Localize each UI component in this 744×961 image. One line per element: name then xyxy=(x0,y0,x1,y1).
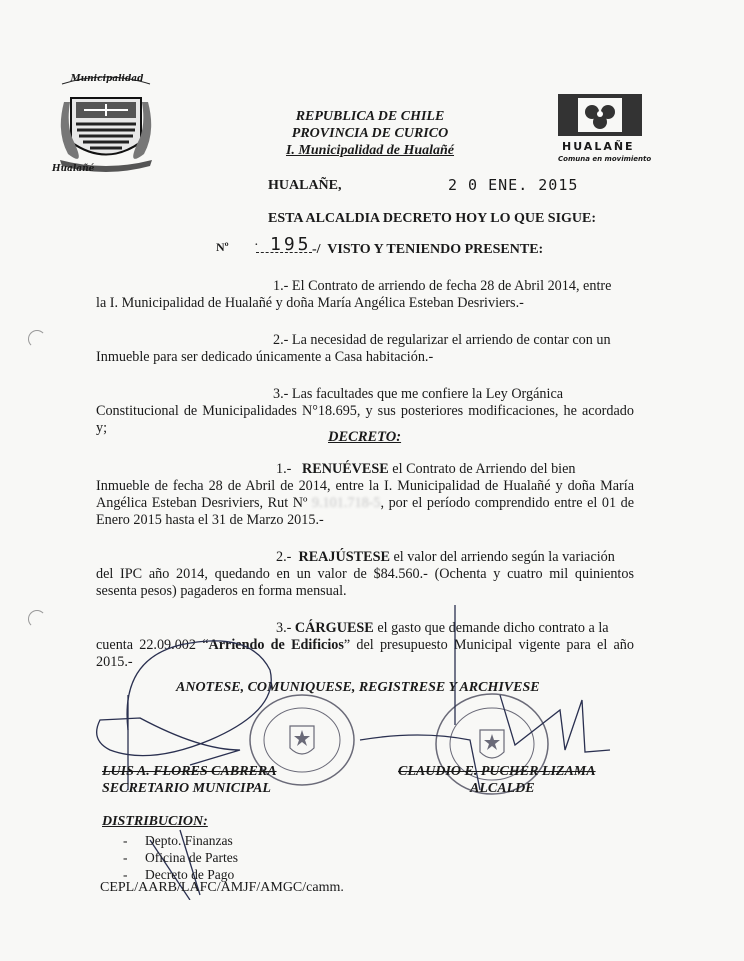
visto-item-text: Inmueble para ser dedicado únicamente a Casa habitación.- xyxy=(96,349,434,365)
decreto-title: DECRETO: xyxy=(328,429,402,445)
visto-item-line: 2.- La necesidad de regularizar el arriendo de contar con un xyxy=(273,332,611,348)
list-item: - Decreto de Pago xyxy=(145,866,238,883)
mayor-name: CLAUDIO E. PUCHER LIZAMA xyxy=(398,764,596,779)
redacted-rut: 9.101.718-5 xyxy=(311,495,381,511)
visto-list xyxy=(96,278,634,437)
visto-item-line: 1.- El Contrato de arriendo de fecha 28 de Abril 2014, entre xyxy=(273,278,612,294)
visto-item xyxy=(96,332,634,366)
decreto-item-text: cuenta 22.09.002 “Arriendo de Edificios” del presupuesto Municipal vigente para el año 2015.- xyxy=(96,637,634,670)
decreto-item-text: Inmueble de fecha 28 de Abril de 2014, entre la I. Municipalidad de Hualañé y doña María Angélica Esteban Desriviers, Rut Nº 9.101.718-5, por el período comprendido entre el 01 de Enero 2015 hasta el 31 de Marzo 2015.- xyxy=(96,478,634,528)
place-label: HUALAÑE, xyxy=(268,178,342,193)
closing-formula: ANOTESE, COMUNIQUESE, REGISTRESE Y ARCHIVESE xyxy=(176,680,540,695)
secretary-name: LUIS A. FLORES CABRERA xyxy=(102,764,277,779)
decreto-item-line: 1.- RENUÉVESE el Contrato de Arriendo del bien xyxy=(276,461,576,477)
list-item: - Oficina de Partes xyxy=(145,849,238,866)
header-municipality: I. Municipalidad de Hualañé xyxy=(285,143,455,158)
secretary-title: SECRETARIO MUNICIPAL xyxy=(102,781,271,796)
crest-top-text: Municipalidad xyxy=(70,74,144,84)
number-dash: · xyxy=(254,238,259,253)
number-underline xyxy=(256,252,312,253)
municipal-crest xyxy=(46,72,166,182)
distribution-title: DISTRIBUCION: xyxy=(102,814,208,829)
visto-item xyxy=(96,278,634,312)
brand-tagline: Comuna en movimiento xyxy=(558,155,652,163)
brand-name: HUALAÑE xyxy=(562,140,635,153)
hualane-h-logo-icon xyxy=(556,92,646,138)
decree-number-line xyxy=(216,236,636,258)
visto-heading: -/ VISTO Y TENIENDO PRESENTE: xyxy=(312,242,544,257)
decree-intro: ESTA ALCALDIA DECRETO HOY LO QUE SIGUE: xyxy=(268,211,597,226)
visto-item-line: 3.- Las facultades que me confiere la Ley Orgánica xyxy=(273,386,564,402)
visto-item-text: la I. Municipalidad de Hualañé y doña María Angélica Esteban Desriviers.- xyxy=(96,295,524,311)
date-stamp: 2 0 ENE. 2015 xyxy=(448,176,579,194)
handwritten-signatures xyxy=(0,600,744,900)
decreto-item-line: 3.- CÁRGUESE el gasto que demande dicho contrato a la xyxy=(276,620,609,636)
number-prefix: Nº xyxy=(216,240,229,254)
distribution-list xyxy=(145,832,238,883)
punch-hole-mark xyxy=(28,610,46,628)
author-initials: CEPL/AARB/LAFC/AMJF/AMGC/camm. xyxy=(100,880,344,895)
decree-number: 195 xyxy=(270,234,312,255)
visto-item-text: Constitucional de Municipalidades N°18.695, y sus posteriores modificaciones, he acordado y; xyxy=(96,403,634,436)
mayor-title: ALCALDE xyxy=(470,781,535,796)
punch-hole-mark xyxy=(28,330,46,348)
header-country: REPUBLICA DE CHILE xyxy=(295,109,445,124)
crest-bottom-text: Hualañé xyxy=(52,164,95,174)
decreto-item xyxy=(96,549,634,600)
decreto-item xyxy=(96,461,634,529)
hualane-logo xyxy=(556,92,656,172)
list-item: - Depto. Finanzas xyxy=(145,832,238,849)
decreto-item-line: 2.- REAJÚSTESE el valor del arriendo según la variación xyxy=(276,549,615,565)
header-province: PROVINCIA DE CURICO xyxy=(291,126,449,141)
decreto-item-text: del IPC año 2014, quedando en un valor de $84.560.- (Ochenta y cuatro mil quinientos sesenta pesos) pagaderos en forma mensual. xyxy=(96,566,634,599)
document-header xyxy=(240,108,500,159)
